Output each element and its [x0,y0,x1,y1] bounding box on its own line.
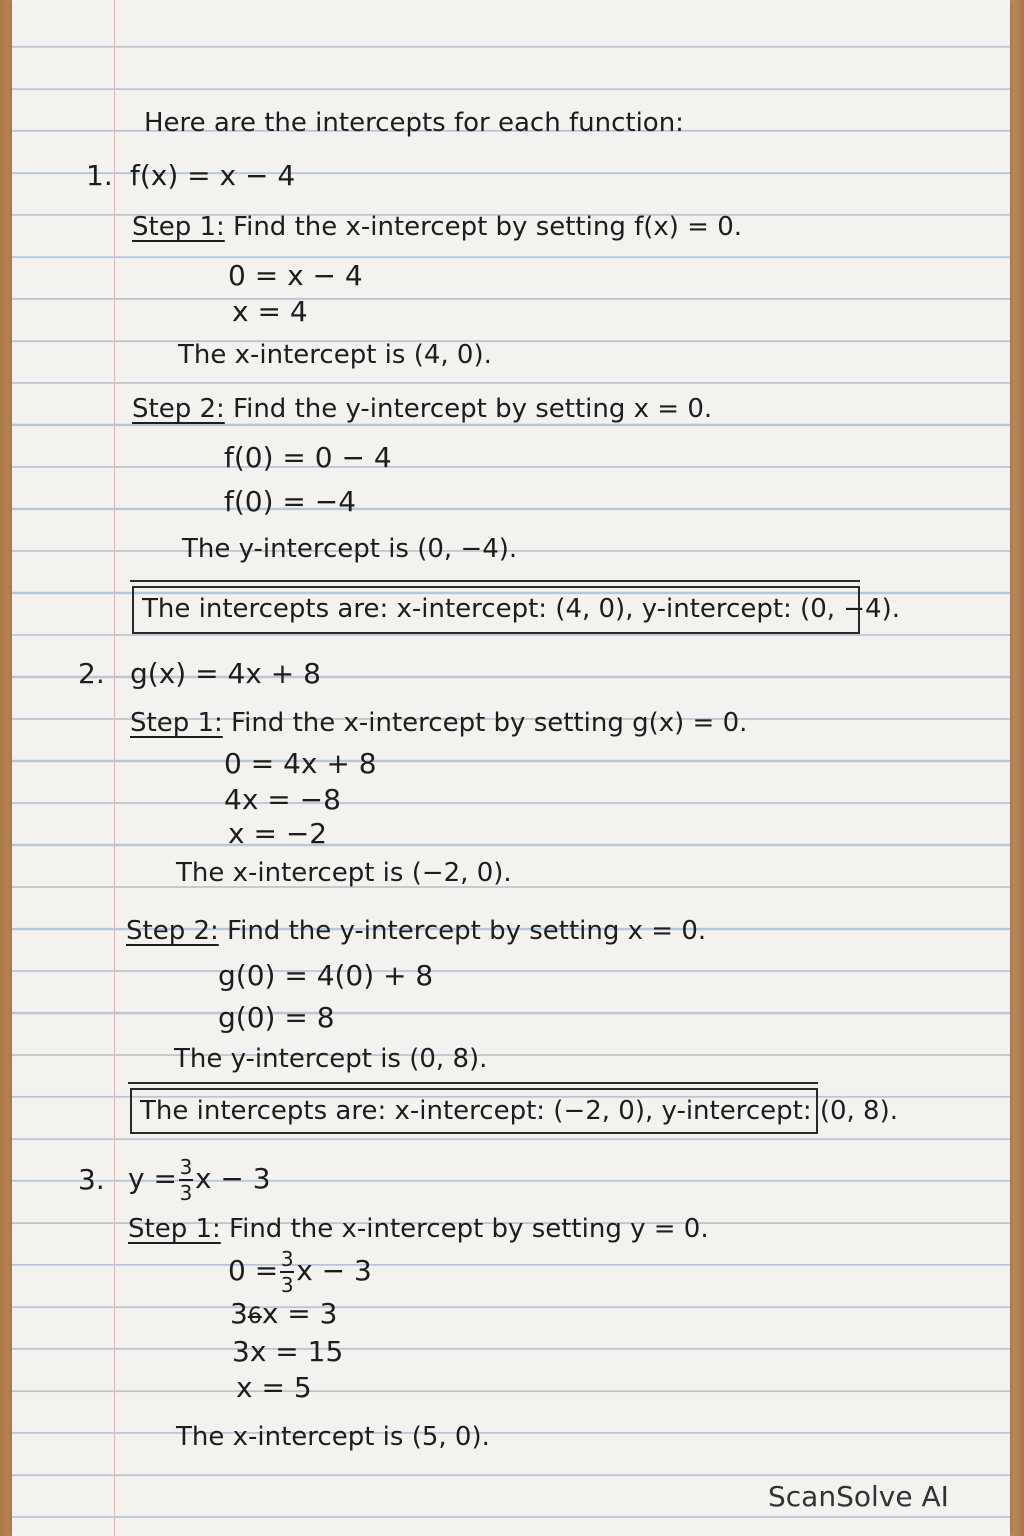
work-line: 4x = −8 [224,783,341,816]
work-line: g(0) = 8 [218,1001,335,1034]
work-line: f(0) = 0 − 4 [224,441,392,474]
step-label: Step 1: [132,212,225,242]
lined-paper [12,0,1010,1536]
problem-1-step2 [132,396,712,422]
fraction: $\frac{3}{3}$ [179,1155,193,1205]
work-line: x = −2 [228,817,328,850]
step-text: Find the y-intercept by setting x = 0. [233,394,713,424]
work-line: x = 4 [232,295,308,328]
step-text: Find the x-intercept by setting f(x) = 0. [233,212,743,242]
problem-2-number: 2. [78,657,105,690]
work-line: 3x = 15 [232,1335,344,1368]
step-result: The x-intercept is (4, 0). [178,340,492,370]
work-line: 0 = x − 4 [228,259,363,292]
step-result: The y-intercept is (0, −4). [182,534,518,564]
problem-2-summary: The intercepts are: x-intercept: (−2, 0), y-intercept: (0, 8). [130,1088,818,1134]
margin-line [114,0,115,1536]
desk-edge-right [1010,0,1024,1536]
work-line: x = 5 [236,1371,312,1404]
struck-digit: 6 [247,1304,262,1329]
step-result: The x-intercept is (−2, 0). [176,858,512,888]
problem-1-step1 [132,214,742,240]
brand-watermark: ScanSolve AI [768,1480,949,1513]
problem-2-equation: g(x) = 4x + 8 [130,657,321,690]
problem-1-summary: The intercepts are: x-intercept: (4, 0), y-intercept: (0, −4). [132,586,860,634]
problem-1-number: 1. [86,159,113,192]
work-line: 0 = 4x + 8 [224,747,377,780]
step-result: The x-intercept is (5, 0). [176,1422,490,1452]
step-label: Step 1: [128,1214,221,1244]
problem-3-number: 3. [78,1163,105,1196]
problem-3-step1 [128,1216,709,1242]
problem-2-step2 [126,918,706,944]
fraction: $\frac{3}{3}$ [280,1247,294,1297]
work-line: 36x = 3 [230,1297,338,1330]
step-label: Step 2: [126,916,219,946]
step-text: Find the x-intercept by setting y = 0. [229,1214,709,1244]
divider-line [128,1082,818,1084]
step-label: Step 2: [132,394,225,424]
work-line: g(0) = 4(0) + 8 [218,959,434,992]
problem-3-equation: y = $\frac{3}{3}$ x − 3 [128,1155,271,1205]
intro-text: Here are the intercepts for each function: [144,108,684,138]
step-result: The y-intercept is (0, 8). [174,1044,488,1074]
work-line: f(0) = −4 [224,485,357,518]
step-label: Step 1: [130,708,223,738]
problem-2-step1 [130,710,747,736]
step-text: Find the x-intercept by setting g(x) = 0. [231,708,748,738]
divider-line [130,580,860,582]
work-line: 0 = $\frac{3}{3}$ x − 3 [228,1247,372,1297]
problem-1-equation: f(x) = x − 4 [130,159,296,192]
step-text: Find the y-intercept by setting x = 0. [227,916,707,946]
